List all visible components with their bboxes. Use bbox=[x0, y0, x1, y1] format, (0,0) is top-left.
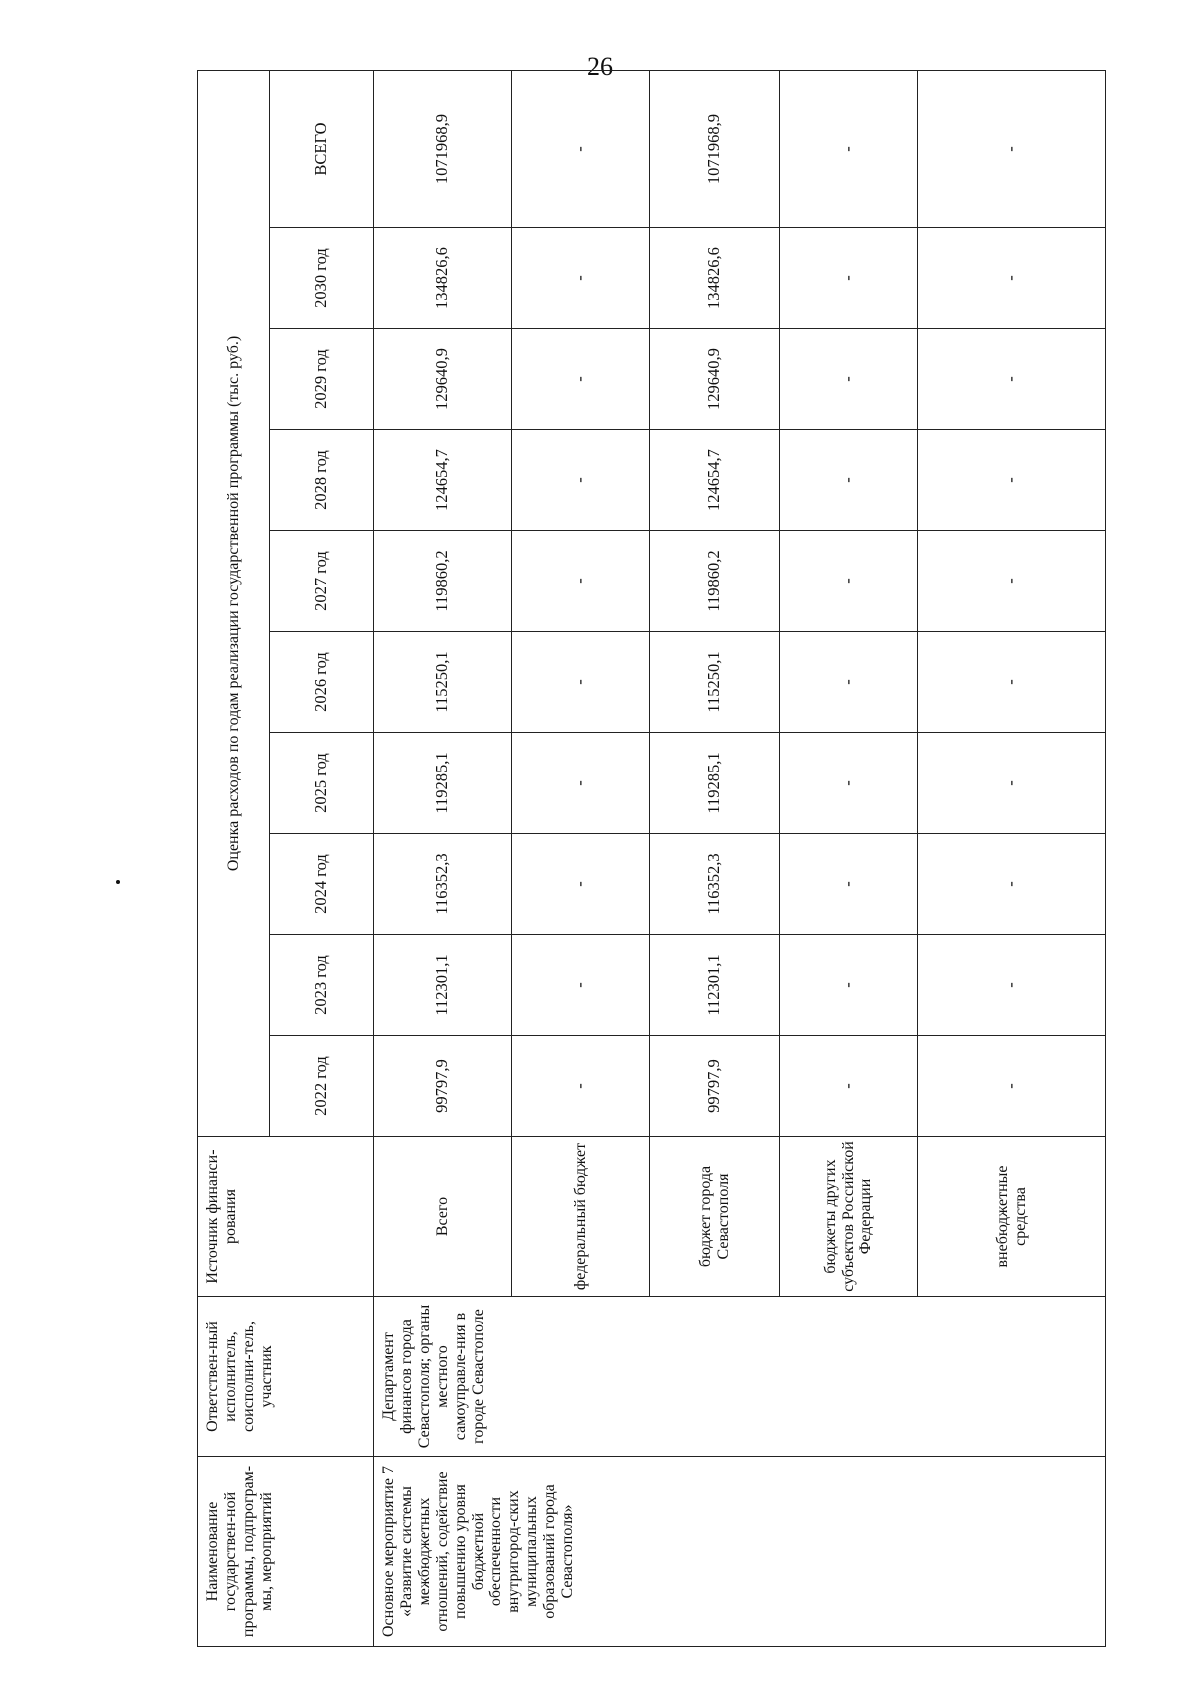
budget-table bbox=[197, 70, 1106, 1647]
header-estimate: Оценка расходов по годам реализации государственной программы (тыс. руб.) bbox=[198, 71, 270, 1137]
source-cell: федеральный бюджет bbox=[512, 1137, 650, 1297]
source-cell: Всего bbox=[374, 1137, 512, 1297]
value-cell: 99797,9 bbox=[650, 1036, 780, 1137]
header-year: 2026 год bbox=[270, 632, 374, 733]
value-cell: - bbox=[918, 935, 1106, 1036]
value-cell: - bbox=[918, 834, 1106, 935]
value-cell: - bbox=[780, 834, 918, 935]
header-total: ВСЕГО bbox=[270, 71, 374, 228]
header-executor: Ответствен-ный исполнитель, соисполни-тель, участник bbox=[198, 1297, 374, 1457]
source-cell: внебюджетные средства bbox=[918, 1137, 1106, 1297]
value-cell: - bbox=[780, 1036, 918, 1137]
value-cell: - bbox=[918, 531, 1106, 632]
rotated-table-wrapper bbox=[197, 113, 1105, 1647]
value-cell: - bbox=[512, 733, 650, 834]
value-cell: 129640,9 bbox=[650, 329, 780, 430]
source-cell: бюджет города Севастополя bbox=[650, 1137, 780, 1297]
value-cell: 116352,3 bbox=[374, 834, 512, 935]
total-cell: 1071968,9 bbox=[374, 71, 512, 228]
value-cell: - bbox=[918, 1036, 1106, 1137]
value-cell: - bbox=[780, 228, 918, 329]
value-cell: - bbox=[780, 935, 918, 1036]
value-cell: 119860,2 bbox=[650, 531, 780, 632]
value-cell: - bbox=[780, 632, 918, 733]
header-row-1 bbox=[198, 71, 270, 1647]
value-cell: 115250,1 bbox=[374, 632, 512, 733]
value-cell: - bbox=[918, 632, 1106, 733]
value-cell: 119285,1 bbox=[374, 733, 512, 834]
value-cell: 119860,2 bbox=[374, 531, 512, 632]
value-cell: - bbox=[512, 430, 650, 531]
value-cell: 124654,7 bbox=[650, 430, 780, 531]
value-cell: - bbox=[918, 733, 1106, 834]
header-year: 2024 год bbox=[270, 834, 374, 935]
value-cell: - bbox=[512, 531, 650, 632]
value-cell: - bbox=[512, 834, 650, 935]
value-cell: 119285,1 bbox=[650, 733, 780, 834]
value-cell: 112301,1 bbox=[374, 935, 512, 1036]
header-year: 2030 год bbox=[270, 228, 374, 329]
value-cell: 115250,1 bbox=[650, 632, 780, 733]
value-cell: 124654,7 bbox=[374, 430, 512, 531]
header-name: Наименование государствен-ной программы, подпрограм-мы, мероприятий bbox=[198, 1457, 374, 1647]
value-cell: - bbox=[780, 531, 918, 632]
header-source: Источник финанси-рования bbox=[198, 1137, 374, 1297]
total-cell: - bbox=[780, 71, 918, 228]
value-cell: - bbox=[512, 632, 650, 733]
table-row bbox=[374, 71, 512, 1647]
value-cell: - bbox=[918, 430, 1106, 531]
value-cell: 129640,9 bbox=[374, 329, 512, 430]
header-year: 2029 год bbox=[270, 329, 374, 430]
header-year: 2027 год bbox=[270, 531, 374, 632]
header-year: 2028 год bbox=[270, 430, 374, 531]
value-cell: - bbox=[780, 733, 918, 834]
value-cell: 99797,9 bbox=[374, 1036, 512, 1137]
value-cell: - bbox=[780, 329, 918, 430]
measure-name: Основное мероприятие 7 «Развитие системы межбюджетных отношений, содействие повышению уровня бюджетной обеспеченности внутригород-ских муниципальных образований города Севастополя» bbox=[374, 1457, 1106, 1647]
total-cell: - bbox=[918, 71, 1106, 228]
value-cell: - bbox=[918, 228, 1106, 329]
value-cell: 134826,6 bbox=[650, 228, 780, 329]
value-cell: - bbox=[512, 1036, 650, 1137]
measure-executor: Департамент финансов города Севастополя; органы местного самоуправле-ния в городе Севастополе bbox=[374, 1297, 1106, 1457]
header-year: 2022 год bbox=[270, 1036, 374, 1137]
value-cell: - bbox=[512, 329, 650, 430]
value-cell: 112301,1 bbox=[650, 935, 780, 1036]
header-year: 2023 год bbox=[270, 935, 374, 1036]
value-cell: - bbox=[512, 228, 650, 329]
value-cell: 116352,3 bbox=[650, 834, 780, 935]
value-cell: - bbox=[512, 935, 650, 1036]
source-cell: бюджеты других субъектов Российской Федерации bbox=[780, 1137, 918, 1297]
value-cell: - bbox=[918, 329, 1106, 430]
total-cell: 1071968,9 bbox=[650, 71, 780, 228]
page-number: 26 bbox=[587, 52, 613, 81]
scan-speck bbox=[116, 880, 120, 884]
total-cell: - bbox=[512, 71, 650, 228]
value-cell: - bbox=[780, 430, 918, 531]
header-year: 2025 год bbox=[270, 733, 374, 834]
value-cell: 134826,6 bbox=[374, 228, 512, 329]
